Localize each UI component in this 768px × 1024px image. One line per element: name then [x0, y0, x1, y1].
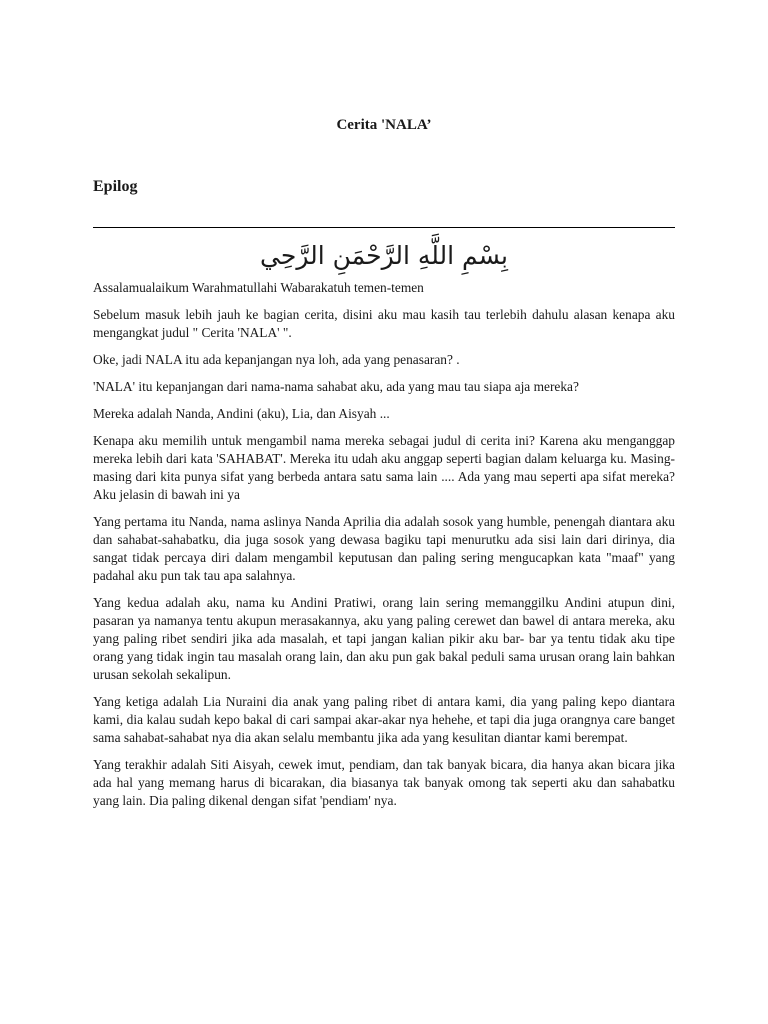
paragraph-names: Mereka adalah Nanda, Andini (aku), Lia, dan Aisyah ...	[93, 406, 390, 421]
paragraph-greeting: Assalamualaikum Warahmatullahi Wabarakatuh temen-temen	[93, 280, 424, 295]
paragraph-intro: Sebelum masuk lebih jauh ke bagian cerita, disini aku mau kasih tau terlebih dahulu alasan kenapa aku mengangkat judul " Cerita 'NALA' ".	[93, 307, 675, 340]
paragraph-nanda: Yang pertama itu Nanda, nama aslinya Nanda Aprilia dia adalah sosok yang humble, penengah diantara aku dan sahabat-sahabatku, dia juga sosok yang dewasa bagiku tapi menurutku ada sisi lain dari dirinya, dia sangat tidak percaya diri dalam mengambil keputusan dan paling sering mengucapkan kata "maaf" yang padahal aku pun tak tau apa salahnya.	[93, 514, 675, 583]
paragraph-reason: Kenapa aku memilih untuk mengambil nama mereka sebagai judul di cerita ini? Karena aku menganggap mereka lebih dari kata 'SAHABAT'. Mereka itu udah aku anggap seperti bagian dalam keluarga ku. Masing-masing dari kita punya sifat yang berbeda antara satu sama lain .... Ada yang mau seperti apa sifat mereka? Aku jelasin di bawah ini ya	[93, 433, 675, 502]
paragraph-question: Oke, jadi NALA itu ada kepanjangan nya loh, ada yang penasaran? .	[93, 352, 460, 367]
paragraph-lia: Yang ketiga adalah Lia Nuraini dia anak yang paling ribet di antara kami, dia yang paling kepo diantara kami, dia kalau sudah kepo bakal di cari sampai akar-akar nya hehehe, et tapi dia juga orangnya care banget sama sahabat-sahabat nya dia akan selalu membantu jika ada yang kesulitan diantar kami berempat.	[93, 694, 675, 745]
basmala-text: بِسْمِ اللَّهِ الرَّحْمَنِ الرَّحِي	[260, 241, 508, 270]
paragraph-nala-meaning: 'NALA' itu kepanjangan dari nama-nama sahabat aku, ada yang mau tau siapa aja mereka?	[93, 379, 579, 394]
document-title: Cerita 'NALA’	[336, 117, 432, 133]
paragraph-aisyah: Yang terakhir adalah Siti Aisyah, cewek imut, pendiam, dan tak banyak bicara, dia hanya akan bicara jika ada hal yang memang harus di bicarakan, dia biasanya tak banyak omong tak seperti aku dan sahabatku yang lain. Dia paling dikenal dengan sifat 'pendiam' nya.	[93, 757, 675, 808]
document-body	[93, 279, 675, 819]
section-heading: Epilog	[93, 178, 138, 195]
horizontal-divider	[93, 227, 675, 228]
paragraph-andini: Yang kedua adalah aku, nama ku Andini Pratiwi, orang lain sering memanggilku Andini atupun dini, pasaran ya namanya tentu akupun merasakannya, aku yang paling cerewet dan bawel di antara mereka, aku yang paling ribet sendiri jika ada masalah, et tapi jangan kalian pikir aku bar- bar ya tentu tidak aku tipe orang yang tidak ingin tau masalah orang lain, dan aku pun gak bakal peduli sama urusan orang lain bahkan urusan sekolah sekalipun.	[93, 595, 675, 682]
